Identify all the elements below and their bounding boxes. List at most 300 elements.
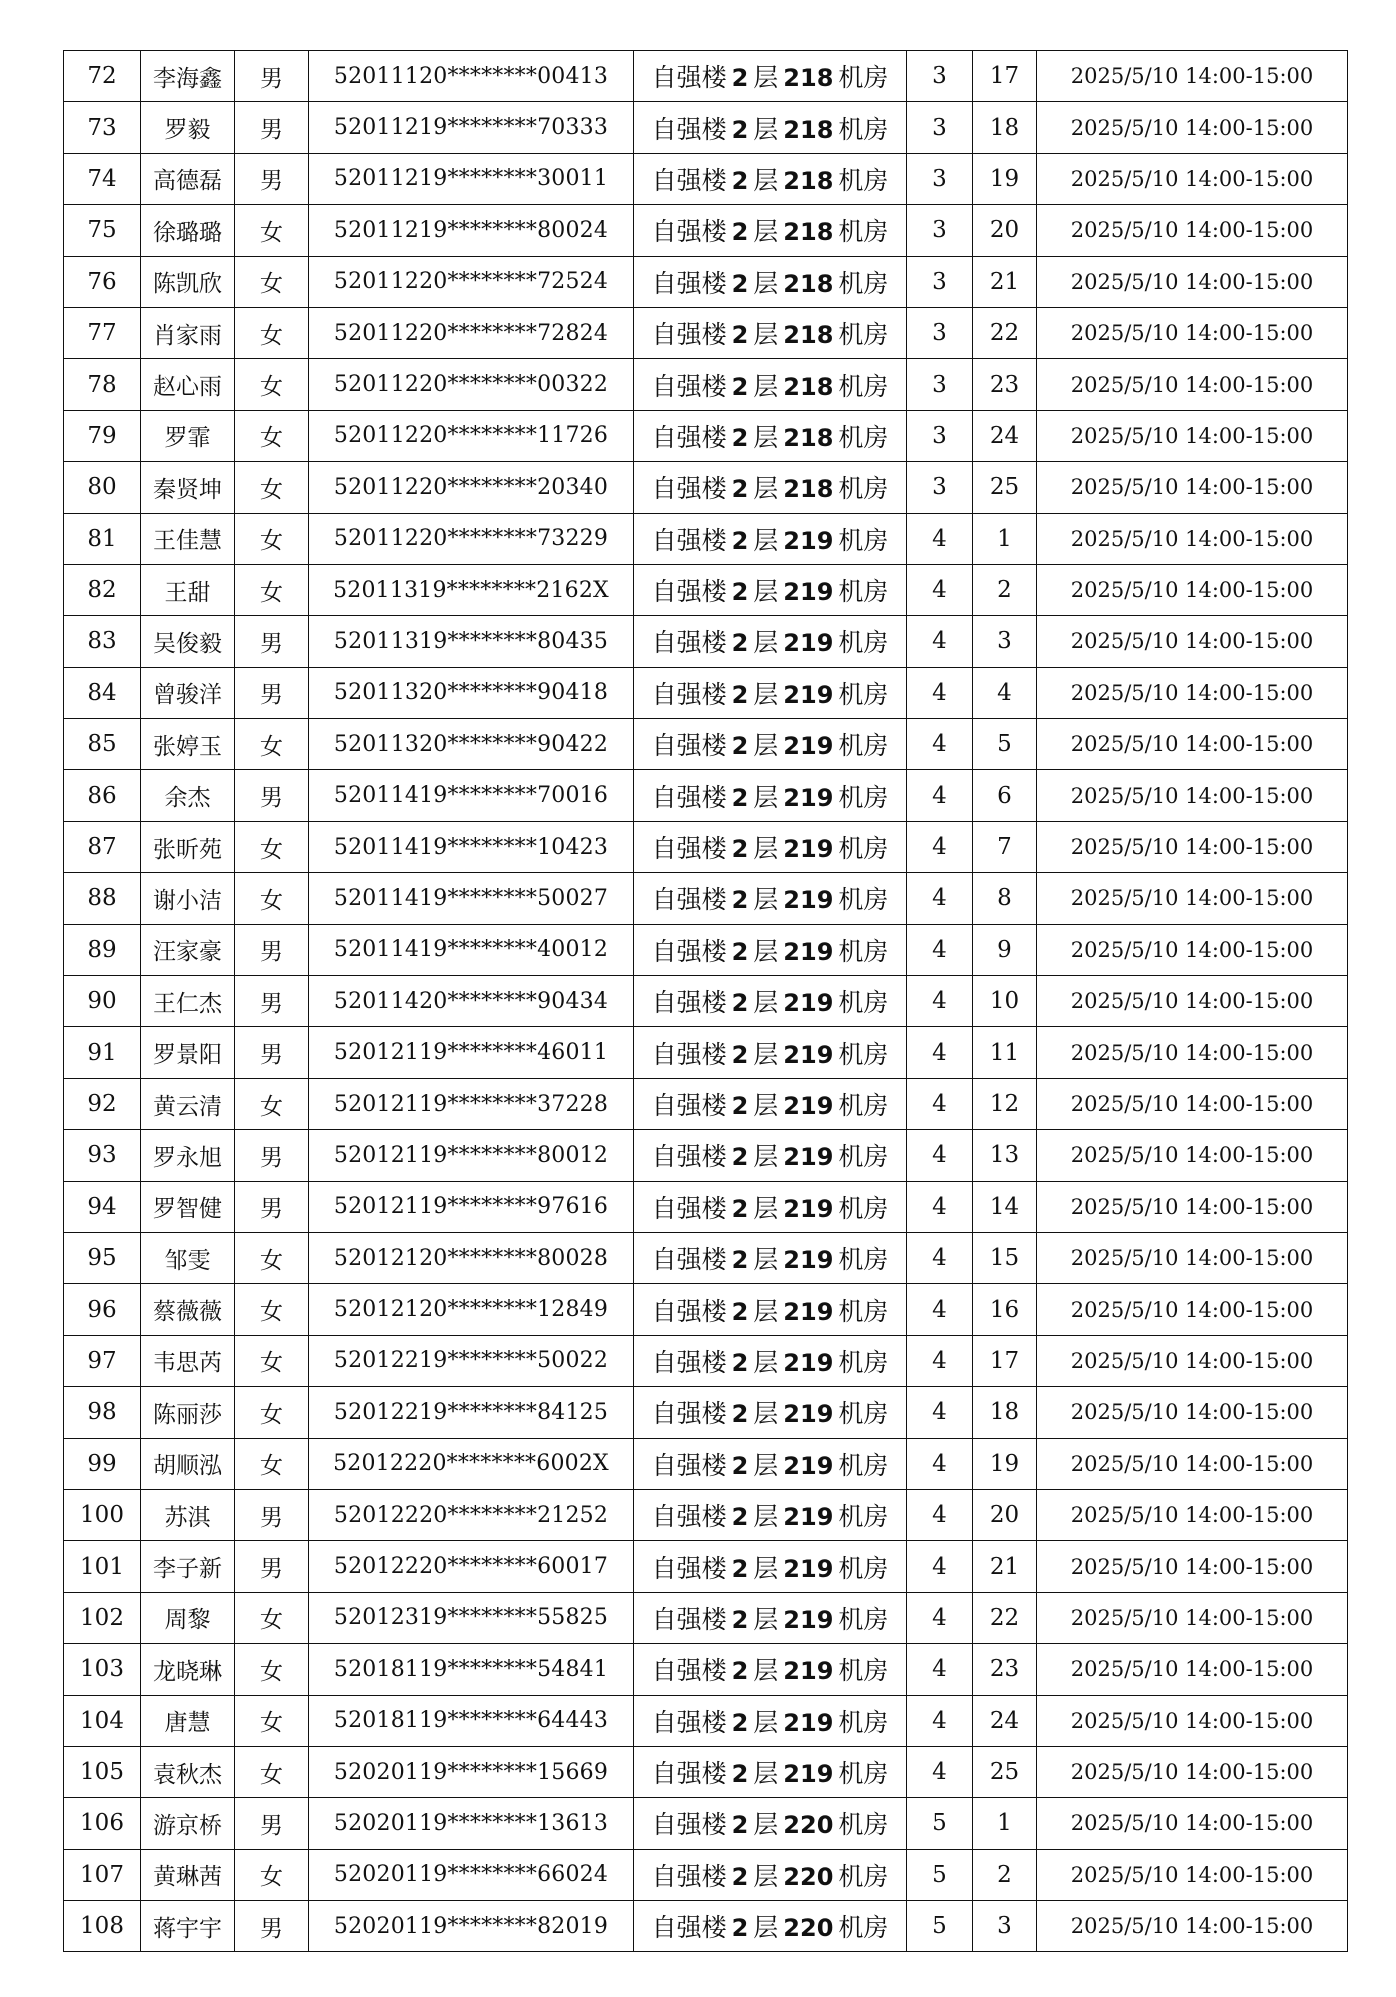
candidate-name-cell: 游京桥: [141, 1798, 235, 1849]
location-floor: 2: [731, 783, 749, 812]
location-room-suffix: 机房: [838, 63, 889, 93]
gender-cell: 女: [235, 1438, 309, 1489]
gender-cell: 男: [235, 1130, 309, 1181]
location-room-suffix: 机房: [838, 1296, 889, 1326]
candidate-name-cell: 黄琳茜: [141, 1849, 235, 1900]
location-room-suffix: 机房: [838, 1810, 889, 1840]
row-number-cell: 89: [64, 924, 141, 975]
location-building: 自强楼: [651, 268, 727, 298]
exam-time-cell: 2025/5/10 14:00-15:00: [1037, 513, 1348, 564]
exam-location-cell: [634, 976, 907, 1027]
location-room-suffix: 机房: [838, 1604, 889, 1634]
location-building: 自强楼: [651, 1091, 727, 1120]
seat-number-cell: 18: [973, 1387, 1037, 1438]
candidate-name-cell: 黄云清: [141, 1078, 235, 1129]
row-number-cell: 100: [64, 1489, 141, 1540]
exam-time-cell: 2025/5/10 14:00-15:00: [1037, 1284, 1348, 1335]
location-floor-suffix: 层: [753, 165, 779, 195]
exam-time-cell: 2025/5/10 14:00-15:00: [1037, 1027, 1348, 1078]
id-number-cell: 52011320********90422: [309, 719, 634, 770]
id-number-cell: 52012219********84125: [309, 1387, 634, 1438]
location-building: 自强楼: [651, 1553, 727, 1583]
exam-location-cell: [634, 1027, 907, 1078]
row-number-cell: 78: [64, 359, 141, 410]
location-room-number: 219: [783, 1040, 834, 1069]
id-number-cell: 52012119********46011: [309, 1027, 634, 1078]
exam-room-number-cell: 4: [907, 1695, 973, 1746]
candidate-name-cell: 蔡薇薇: [141, 1284, 235, 1335]
id-number-cell: 52018119********54841: [309, 1644, 634, 1695]
exam-time-cell: 2025/5/10 14:00-15:00: [1037, 307, 1348, 358]
exam-time-cell: 2025/5/10 14:00-15:00: [1037, 1695, 1348, 1746]
row-number-cell: 87: [64, 821, 141, 872]
location-room-suffix: 机房: [838, 525, 889, 555]
location-floor-suffix: 层: [753, 1193, 779, 1223]
location-floor-suffix: 层: [753, 1553, 779, 1583]
exam-time-cell: 2025/5/10 14:00-15:00: [1037, 153, 1348, 204]
candidate-name-cell: 陈丽莎: [141, 1387, 235, 1438]
id-number-cell: 52011419********10423: [309, 821, 634, 872]
location-room-suffix: 机房: [838, 217, 889, 247]
table-row: [64, 976, 1348, 1027]
location-floor-suffix: 层: [753, 320, 779, 350]
exam-time-cell: 2025/5/10 14:00-15:00: [1037, 1901, 1348, 1952]
candidate-name-cell: 张婷玉: [141, 719, 235, 770]
seat-number-cell: 12: [973, 1078, 1037, 1129]
row-number-cell: 82: [64, 564, 141, 615]
exam-time-cell: 2025/5/10 14:00-15:00: [1037, 1335, 1348, 1386]
exam-time-cell: 2025/5/10 14:00-15:00: [1037, 1746, 1348, 1797]
location-floor-suffix: 层: [753, 217, 779, 247]
location-floor-suffix: 层: [753, 1759, 779, 1789]
exam-room-number-cell: 3: [907, 256, 973, 307]
table-row: [64, 1901, 1348, 1952]
location-floor-suffix: 层: [753, 679, 779, 709]
exam-room-number-cell: 4: [907, 1335, 973, 1386]
exam-room-number-cell: 3: [907, 410, 973, 461]
seat-number-cell: 21: [973, 1541, 1037, 1592]
seat-number-cell: 2: [973, 1849, 1037, 1900]
candidate-name-cell: 唐慧: [141, 1695, 235, 1746]
table-row: [64, 102, 1348, 153]
candidate-name-cell: 罗景阳: [141, 1027, 235, 1078]
location-room-suffix: 机房: [838, 1707, 889, 1737]
row-number-cell: 91: [64, 1027, 141, 1078]
candidate-name-cell: 罗永旭: [141, 1130, 235, 1181]
exam-room-number-cell: 3: [907, 307, 973, 358]
location-floor-suffix: 层: [753, 731, 779, 761]
gender-cell: 女: [235, 1232, 309, 1283]
exam-time-cell: 2025/5/10 14:00-15:00: [1037, 410, 1348, 461]
table-row: [64, 1438, 1348, 1489]
location-room-suffix: 机房: [838, 577, 889, 607]
candidate-name-cell: 肖家雨: [141, 307, 235, 358]
seat-number-cell: 24: [973, 410, 1037, 461]
seat-number-cell: 24: [973, 1695, 1037, 1746]
location-room-suffix: 机房: [838, 165, 889, 195]
location-room-suffix: 机房: [838, 268, 889, 298]
exam-room-number-cell: 3: [907, 153, 973, 204]
id-number-cell: 52012120********80028: [309, 1232, 634, 1283]
gender-cell: 女: [235, 1387, 309, 1438]
location-room-number: 219: [783, 1143, 834, 1172]
exam-room-number-cell: 4: [907, 564, 973, 615]
exam-location-cell: [634, 1644, 907, 1695]
table-row: [64, 1592, 1348, 1643]
location-room-suffix: 机房: [838, 628, 889, 658]
location-room-number: 219: [783, 1554, 834, 1583]
row-number-cell: 108: [64, 1901, 141, 1952]
id-number-cell: 52011220********72524: [309, 256, 634, 307]
row-number-cell: 102: [64, 1592, 141, 1643]
exam-location-cell: [634, 513, 907, 564]
table-row: [64, 1078, 1348, 1129]
location-floor: 2: [731, 64, 749, 93]
location-room-number: 219: [783, 783, 834, 812]
location-floor-suffix: 层: [753, 885, 779, 915]
location-floor-suffix: 层: [753, 1913, 779, 1943]
location-room-number: 219: [783, 732, 834, 761]
exam-room-number-cell: 4: [907, 1489, 973, 1540]
location-room-suffix: 机房: [838, 988, 889, 1018]
location-room-number: 219: [783, 1348, 834, 1377]
candidate-name-cell: 李子新: [141, 1541, 235, 1592]
table-row: [64, 205, 1348, 256]
gender-cell: 男: [235, 1489, 309, 1540]
seat-number-cell: 10: [973, 976, 1037, 1027]
gender-cell: 男: [235, 616, 309, 667]
candidate-name-cell: 王甜: [141, 564, 235, 615]
location-room-suffix: 机房: [838, 834, 889, 864]
table-row: [64, 1746, 1348, 1797]
row-number-cell: 85: [64, 719, 141, 770]
location-floor: 2: [731, 1348, 749, 1377]
seat-number-cell: 17: [973, 51, 1037, 102]
exam-location-cell: [634, 1284, 907, 1335]
location-building: 自强楼: [651, 525, 727, 555]
location-building: 自强楼: [651, 679, 727, 709]
location-floor-suffix: 层: [753, 1245, 779, 1275]
table-row: [64, 1849, 1348, 1900]
row-number-cell: 76: [64, 256, 141, 307]
location-building: 自强楼: [651, 834, 727, 864]
gender-cell: 女: [235, 1284, 309, 1335]
table-row: [64, 1541, 1348, 1592]
exam-room-number-cell: 4: [907, 667, 973, 718]
id-number-cell: 52012319********55825: [309, 1592, 634, 1643]
location-building: 自强楼: [651, 1604, 727, 1634]
exam-room-number-cell: 4: [907, 1284, 973, 1335]
location-floor: 2: [731, 1862, 749, 1891]
candidate-name-cell: 周黎: [141, 1592, 235, 1643]
id-number-cell: 52011120********00413: [309, 51, 634, 102]
location-building: 自强楼: [651, 731, 727, 761]
location-room-number: 219: [783, 578, 834, 607]
table-row: [64, 513, 1348, 564]
table-row: [64, 821, 1348, 872]
location-building: 自强楼: [651, 1399, 727, 1429]
location-floor-suffix: 层: [753, 936, 779, 966]
gender-cell: 女: [235, 1849, 309, 1900]
row-number-cell: 105: [64, 1746, 141, 1797]
location-floor-suffix: 层: [753, 525, 779, 555]
id-number-cell: 52011319********2162X: [309, 564, 634, 615]
id-number-cell: 52020119********15669: [309, 1746, 634, 1797]
location-floor: 2: [731, 166, 749, 195]
location-room-number: 218: [783, 64, 834, 93]
exam-location-cell: [634, 667, 907, 718]
location-room-suffix: 机房: [838, 679, 889, 709]
location-room-suffix: 机房: [838, 1861, 889, 1891]
location-room-number: 218: [783, 115, 834, 144]
candidate-name-cell: 王仁杰: [141, 976, 235, 1027]
location-room-number: 219: [783, 1760, 834, 1789]
location-floor-suffix: 层: [753, 1142, 779, 1172]
exam-time-cell: 2025/5/10 14:00-15:00: [1037, 1130, 1348, 1181]
exam-location-cell: [634, 1901, 907, 1952]
candidate-name-cell: 徐璐璐: [141, 205, 235, 256]
row-number-cell: 77: [64, 307, 141, 358]
location-room-suffix: 机房: [838, 371, 889, 401]
table-row: [64, 307, 1348, 358]
seat-number-cell: 11: [973, 1027, 1037, 1078]
location-floor-suffix: 层: [753, 371, 779, 401]
location-floor: 2: [731, 321, 749, 350]
exam-room-number-cell: 4: [907, 1387, 973, 1438]
exam-room-number-cell: 4: [907, 1438, 973, 1489]
location-building: 自强楼: [651, 63, 727, 93]
location-room-suffix: 机房: [838, 1553, 889, 1583]
exam-room-number-cell: 4: [907, 976, 973, 1027]
candidate-name-cell: 罗智健: [141, 1181, 235, 1232]
exam-location-cell: [634, 1489, 907, 1540]
exam-room-number-cell: 4: [907, 1181, 973, 1232]
exam-location-cell: [634, 51, 907, 102]
location-floor: 2: [731, 1503, 749, 1532]
exam-room-number-cell: 5: [907, 1901, 973, 1952]
row-number-cell: 83: [64, 616, 141, 667]
location-floor-suffix: 层: [753, 1091, 779, 1120]
location-building: 自强楼: [651, 371, 727, 401]
location-floor: 2: [731, 1554, 749, 1583]
seat-number-cell: 22: [973, 1592, 1037, 1643]
seat-number-cell: 18: [973, 102, 1037, 153]
seat-number-cell: 1: [973, 1798, 1037, 1849]
id-number-cell: 52020119********13613: [309, 1798, 634, 1849]
gender-cell: 男: [235, 1541, 309, 1592]
gender-cell: 女: [235, 205, 309, 256]
seat-number-cell: 9: [973, 924, 1037, 975]
gender-cell: 女: [235, 1746, 309, 1797]
location-floor-suffix: 层: [753, 1656, 779, 1686]
exam-room-number-cell: 3: [907, 205, 973, 256]
exam-room-number-cell: 3: [907, 462, 973, 513]
exam-location-cell: [634, 1387, 907, 1438]
location-floor: 2: [731, 1092, 749, 1120]
exam-room-number-cell: 4: [907, 513, 973, 564]
exam-location-cell: [634, 205, 907, 256]
seat-number-cell: 5: [973, 719, 1037, 770]
candidate-name-cell: 谢小洁: [141, 873, 235, 924]
location-building: 自强楼: [651, 1759, 727, 1789]
id-number-cell: 52011219********70333: [309, 102, 634, 153]
gender-cell: 女: [235, 821, 309, 872]
table-row: [64, 359, 1348, 410]
seat-number-cell: 25: [973, 462, 1037, 513]
location-room-number: 219: [783, 1657, 834, 1686]
location-building: 自强楼: [651, 114, 727, 144]
exam-time-cell: 2025/5/10 14:00-15:00: [1037, 1849, 1348, 1900]
location-floor-suffix: 层: [753, 1347, 779, 1377]
exam-location-cell: [634, 873, 907, 924]
location-building: 自强楼: [651, 1913, 727, 1943]
exam-room-number-cell: 4: [907, 1027, 973, 1078]
location-floor: 2: [731, 1605, 749, 1634]
location-floor: 2: [731, 1657, 749, 1686]
candidate-name-cell: 吴俊毅: [141, 616, 235, 667]
location-room-number: 218: [783, 321, 834, 350]
seat-number-cell: 1: [973, 513, 1037, 564]
location-floor: 2: [731, 629, 749, 658]
exam-location-cell: [634, 462, 907, 513]
exam-location-cell: [634, 256, 907, 307]
location-building: 自强楼: [651, 474, 727, 504]
row-number-cell: 88: [64, 873, 141, 924]
gender-cell: 女: [235, 359, 309, 410]
location-room-suffix: 机房: [838, 1450, 889, 1480]
exam-room-number-cell: 4: [907, 1130, 973, 1181]
exam-room-number-cell: 3: [907, 359, 973, 410]
row-number-cell: 101: [64, 1541, 141, 1592]
location-room-number: 219: [783, 1708, 834, 1737]
table-row: [64, 719, 1348, 770]
location-floor-suffix: 层: [753, 1604, 779, 1634]
location-building: 自强楼: [651, 1245, 727, 1275]
location-floor: 2: [731, 372, 749, 401]
location-floor: 2: [731, 1040, 749, 1069]
exam-room-number-cell: 4: [907, 1541, 973, 1592]
exam-time-cell: 2025/5/10 14:00-15:00: [1037, 1387, 1348, 1438]
gender-cell: 女: [235, 1335, 309, 1386]
seat-number-cell: 15: [973, 1232, 1037, 1283]
location-floor: 2: [731, 526, 749, 555]
exam-time-cell: 2025/5/10 14:00-15:00: [1037, 770, 1348, 821]
candidate-name-cell: 罗霏: [141, 410, 235, 461]
candidate-name-cell: 秦贤坤: [141, 462, 235, 513]
row-number-cell: 80: [64, 462, 141, 513]
row-number-cell: 84: [64, 667, 141, 718]
location-floor-suffix: 层: [753, 1039, 779, 1069]
location-room-number: 219: [783, 886, 834, 915]
exam-location-cell: [634, 719, 907, 770]
id-number-cell: 52012219********50022: [309, 1335, 634, 1386]
gender-cell: 女: [235, 410, 309, 461]
location-room-number: 218: [783, 166, 834, 195]
location-floor: 2: [731, 1297, 749, 1326]
exam-time-cell: 2025/5/10 14:00-15:00: [1037, 564, 1348, 615]
location-building: 自强楼: [651, 1450, 727, 1480]
seat-number-cell: 17: [973, 1335, 1037, 1386]
location-room-number: 219: [783, 526, 834, 555]
location-room-suffix: 机房: [838, 731, 889, 761]
exam-time-cell: 2025/5/10 14:00-15:00: [1037, 1489, 1348, 1540]
location-room-number: 218: [783, 218, 834, 247]
seat-number-cell: 23: [973, 1644, 1037, 1695]
location-room-number: 218: [783, 475, 834, 504]
location-floor-suffix: 层: [753, 114, 779, 144]
gender-cell: 男: [235, 153, 309, 204]
row-number-cell: 79: [64, 410, 141, 461]
candidate-name-cell: 余杰: [141, 770, 235, 821]
exam-time-cell: 2025/5/10 14:00-15:00: [1037, 102, 1348, 153]
gender-cell: 男: [235, 667, 309, 718]
location-floor: 2: [731, 886, 749, 915]
location-floor: 2: [731, 835, 749, 864]
exam-location-cell: [634, 1078, 907, 1129]
exam-room-number-cell: 4: [907, 719, 973, 770]
table-row: [64, 1284, 1348, 1335]
location-room-number: 218: [783, 372, 834, 401]
roster-body: [64, 51, 1348, 1952]
location-building: 自强楼: [651, 422, 727, 452]
row-number-cell: 93: [64, 1130, 141, 1181]
id-number-cell: 52011220********72824: [309, 307, 634, 358]
location-floor: 2: [731, 1708, 749, 1737]
location-building: 自强楼: [651, 1296, 727, 1326]
id-number-cell: 52012119********80012: [309, 1130, 634, 1181]
exam-time-cell: 2025/5/10 14:00-15:00: [1037, 359, 1348, 410]
candidate-name-cell: 曾骏洋: [141, 667, 235, 718]
exam-time-cell: 2025/5/10 14:00-15:00: [1037, 205, 1348, 256]
seat-number-cell: 19: [973, 1438, 1037, 1489]
table-row: [64, 256, 1348, 307]
gender-cell: 女: [235, 1592, 309, 1643]
location-building: 自强楼: [651, 1707, 727, 1737]
exam-room-number-cell: 4: [907, 873, 973, 924]
candidate-name-cell: 陈凯欣: [141, 256, 235, 307]
table-row: [64, 1387, 1348, 1438]
location-floor-suffix: 层: [753, 1450, 779, 1480]
id-number-cell: 52011319********80435: [309, 616, 634, 667]
id-number-cell: 52011220********11726: [309, 410, 634, 461]
table-row: [64, 1232, 1348, 1283]
location-room-suffix: 机房: [838, 1039, 889, 1069]
row-number-cell: 72: [64, 51, 141, 102]
table-row: [64, 410, 1348, 461]
location-floor: 2: [731, 269, 749, 298]
seat-number-cell: 23: [973, 359, 1037, 410]
exam-location-cell: [634, 1849, 907, 1900]
location-building: 自强楼: [651, 1193, 727, 1223]
exam-location-cell: [634, 770, 907, 821]
candidate-name-cell: 罗毅: [141, 102, 235, 153]
gender-cell: 男: [235, 102, 309, 153]
candidate-name-cell: 龙晓琳: [141, 1644, 235, 1695]
location-floor: 2: [731, 680, 749, 709]
exam-time-cell: 2025/5/10 14:00-15:00: [1037, 924, 1348, 975]
exam-time-cell: 2025/5/10 14:00-15:00: [1037, 1438, 1348, 1489]
location-room-number: 219: [783, 1451, 834, 1480]
seat-number-cell: 13: [973, 1130, 1037, 1181]
location-floor-suffix: 层: [753, 988, 779, 1018]
row-number-cell: 73: [64, 102, 141, 153]
exam-time-cell: 2025/5/10 14:00-15:00: [1037, 667, 1348, 718]
seat-number-cell: 20: [973, 205, 1037, 256]
exam-location-cell: [634, 1798, 907, 1849]
exam-time-cell: 2025/5/10 14:00-15:00: [1037, 719, 1348, 770]
location-floor-suffix: 层: [753, 1502, 779, 1532]
location-floor-suffix: 层: [753, 782, 779, 812]
